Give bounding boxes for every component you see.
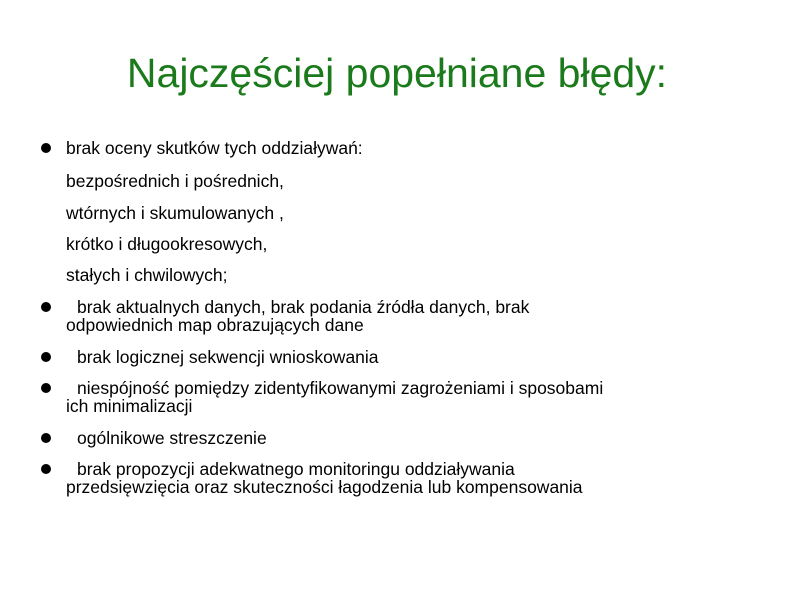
bullet-icon <box>41 352 51 362</box>
list-item-line: niespójność pomiędzy zidentyfikowanymi zagrożeniami i sposobami <box>77 378 604 398</box>
list-item-line: odpowiednich map obrazujących dane <box>66 315 364 335</box>
list-item-line: przedsięwzięcia oraz skuteczności łagodzenia lub kompensowania <box>66 477 583 497</box>
sub-list-item: krótko i długookresowych, <box>66 234 268 254</box>
list-item-line: brak propozycji adekwatnego monitoringu oddziaływania <box>77 459 515 479</box>
list-item-line: ogólnikowe streszczenie <box>77 428 267 448</box>
bullet-icon <box>41 383 51 393</box>
list-item-line: ich minimalizacji <box>66 396 193 416</box>
slide-title: Najczęściej popełniane błędy: <box>126 50 668 96</box>
sub-list-item: stałych i chwilowych; <box>66 265 228 285</box>
sub-list-item: bezpośrednich i pośrednich, <box>66 171 284 191</box>
bullet-icon <box>41 464 51 474</box>
sub-list-item: wtórnych i skumulowanych , <box>66 203 284 223</box>
bullet-icon <box>41 433 51 443</box>
list-item-label: brak oceny skutków tych oddziaływań: <box>66 138 363 158</box>
list-item-line: brak aktualnych danych, brak podania źródła danych, brak <box>77 297 530 317</box>
bullet-icon <box>41 302 51 312</box>
list-item-line: brak logicznej sekwencji wnioskowania <box>77 347 379 367</box>
bullet-icon <box>41 143 51 153</box>
